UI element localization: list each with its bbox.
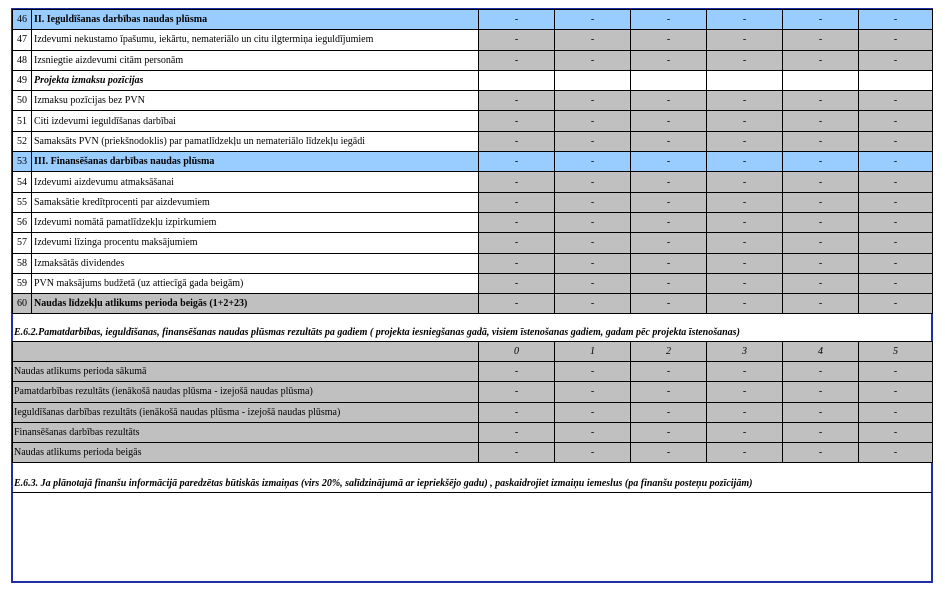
row-number: 47: [13, 30, 32, 50]
year-value-cell[interactable]: -: [479, 172, 555, 192]
year-value-cell[interactable]: -: [707, 91, 783, 111]
year-value-cell[interactable]: -: [631, 212, 707, 232]
year-value-cell[interactable]: -: [859, 111, 933, 131]
year-value-cell[interactable]: -: [859, 442, 933, 462]
row-label: Izdevumi nomātā pamatlīdzekļu izpirkumiem: [32, 212, 479, 232]
year-header: 1: [555, 342, 631, 362]
year-value-cell[interactable]: -: [859, 294, 933, 314]
year-header: 2: [631, 342, 707, 362]
year-header-row: [13, 342, 933, 362]
year-header: 3: [707, 342, 783, 362]
row-label: Naudas līdzekļu atlikums perioda beigās (1+2+23): [32, 294, 479, 314]
year-value-cell[interactable]: -: [555, 233, 631, 253]
year-value-cell[interactable]: -: [783, 422, 859, 442]
year-value-cell[interactable]: -: [479, 382, 555, 402]
year-value-cell[interactable]: -: [479, 91, 555, 111]
year-value-cell[interactable]: -: [479, 10, 555, 30]
year-value-cell[interactable]: -: [479, 152, 555, 172]
year-value-cell[interactable]: -: [707, 111, 783, 131]
row-number: 51: [13, 111, 32, 131]
year-value-cell[interactable]: -: [859, 402, 933, 422]
year-value-cell[interactable]: -: [859, 30, 933, 50]
section-e63-title: E.6.3. Ja plānotajā finanšu informācijā paredzētas būtiskās izmaiņas (virs 20%, salīdzinājumā ar iepriekšējo gadu) , paskaidrojiet izmaiņu iemeslus (pa finanšu posteņu pozīcijām): [14, 478, 753, 489]
year-value-cell[interactable]: [859, 70, 933, 90]
year-value-cell[interactable]: -: [631, 294, 707, 314]
row-label: Izdevumi nekustamo īpašumu, iekārtu, nemateriālo un citu ilgtermiņa ieguldījumiem: [32, 30, 479, 50]
table-row: [13, 362, 933, 382]
year-value-cell[interactable]: -: [479, 442, 555, 462]
year-value-cell[interactable]: -: [479, 131, 555, 151]
row-label: Izdevumi aizdevumu atmaksāšanai: [32, 172, 479, 192]
year-value-cell[interactable]: -: [707, 192, 783, 212]
table-row: [13, 70, 933, 90]
year-header: 4: [783, 342, 859, 362]
year-header: 5: [859, 342, 933, 362]
year-value-cell[interactable]: -: [859, 10, 933, 30]
year-value-cell[interactable]: -: [631, 233, 707, 253]
year-value-cell[interactable]: -: [631, 273, 707, 293]
year-value-cell[interactable]: -: [479, 273, 555, 293]
table-row: [13, 233, 933, 253]
year-value-cell[interactable]: -: [555, 91, 631, 111]
year-value-cell[interactable]: -: [631, 402, 707, 422]
row-number: 57: [13, 233, 32, 253]
year-value-cell[interactable]: -: [479, 294, 555, 314]
year-value-cell[interactable]: -: [707, 402, 783, 422]
table-row: [13, 192, 933, 212]
table-row: [13, 294, 933, 314]
year-value-cell[interactable]: -: [631, 10, 707, 30]
year-value-cell[interactable]: -: [631, 111, 707, 131]
year-value-cell[interactable]: -: [707, 273, 783, 293]
year-value-cell[interactable]: -: [479, 402, 555, 422]
year-value-cell[interactable]: [631, 70, 707, 90]
year-value-cell[interactable]: -: [859, 152, 933, 172]
explanation-text-area[interactable]: [12, 492, 932, 583]
year-header: 0: [479, 342, 555, 362]
year-value-cell[interactable]: -: [555, 172, 631, 192]
year-value-cell[interactable]: -: [631, 131, 707, 151]
table-row: [13, 10, 933, 30]
table-row: [13, 30, 933, 50]
table-row: [13, 131, 933, 151]
year-value-cell[interactable]: -: [555, 382, 631, 402]
row-number: 58: [13, 253, 32, 273]
year-value-cell[interactable]: -: [631, 152, 707, 172]
year-value-cell[interactable]: -: [859, 362, 933, 382]
year-value-cell[interactable]: -: [631, 442, 707, 462]
year-value-cell[interactable]: -: [707, 50, 783, 70]
year-value-cell[interactable]: -: [783, 442, 859, 462]
row-number: 48: [13, 50, 32, 70]
year-value-cell[interactable]: [555, 70, 631, 90]
year-value-cell[interactable]: -: [783, 402, 859, 422]
year-value-cell[interactable]: -: [859, 212, 933, 232]
year-value-cell[interactable]: -: [555, 212, 631, 232]
year-value-cell[interactable]: -: [555, 294, 631, 314]
year-value-cell[interactable]: -: [859, 273, 933, 293]
year-value-cell[interactable]: -: [555, 192, 631, 212]
year-value-cell[interactable]: -: [555, 273, 631, 293]
year-value-cell[interactable]: -: [783, 253, 859, 273]
year-value-cell[interactable]: -: [783, 91, 859, 111]
year-value-cell[interactable]: -: [631, 50, 707, 70]
row-label: PVN maksājums budžetā (uz attiecīgā gada beigām): [32, 273, 479, 293]
year-value-cell[interactable]: -: [479, 111, 555, 131]
row-number: 60: [13, 294, 32, 314]
table-row: [13, 172, 933, 192]
year-value-cell[interactable]: -: [859, 233, 933, 253]
year-value-cell[interactable]: -: [783, 152, 859, 172]
row-number: 46: [13, 10, 32, 30]
row-label: Ieguldīšanas darbības rezultāts (ienākošā naudas plūsma - izejošā naudas plūsma): [13, 402, 479, 422]
year-value-cell[interactable]: -: [859, 382, 933, 402]
year-value-cell[interactable]: -: [631, 91, 707, 111]
row-label: Izdevumi līzinga procentu maksājumiem: [32, 233, 479, 253]
row-label: Samaksātie kredītprocenti par aizdevumiem: [32, 192, 479, 212]
year-value-cell[interactable]: -: [783, 294, 859, 314]
row-label: Pamatdarbības rezultāts (ienākošā naudas plūsma - izejošā naudas plūsma): [13, 382, 479, 402]
year-value-cell[interactable]: -: [479, 192, 555, 212]
row-label: Projekta izmaksu pozīcijas: [32, 70, 479, 90]
year-value-cell[interactable]: -: [707, 362, 783, 382]
year-value-cell[interactable]: -: [783, 10, 859, 30]
year-value-cell[interactable]: -: [783, 212, 859, 232]
year-value-cell[interactable]: -: [479, 253, 555, 273]
year-value-cell[interactable]: -: [555, 152, 631, 172]
row-label: Izsniegtie aizdevumi citām personām: [32, 50, 479, 70]
year-value-cell[interactable]: -: [555, 362, 631, 382]
year-value-cell[interactable]: -: [479, 422, 555, 442]
row-number: 55: [13, 192, 32, 212]
year-value-cell[interactable]: -: [631, 253, 707, 273]
year-value-cell[interactable]: -: [783, 50, 859, 70]
year-value-cell[interactable]: -: [783, 172, 859, 192]
year-value-cell[interactable]: -: [783, 111, 859, 131]
year-value-cell[interactable]: -: [783, 30, 859, 50]
year-value-cell[interactable]: -: [783, 192, 859, 212]
year-value-cell[interactable]: -: [707, 294, 783, 314]
table-row: [13, 50, 933, 70]
year-value-cell[interactable]: -: [859, 172, 933, 192]
year-value-cell[interactable]: -: [707, 442, 783, 462]
year-value-cell[interactable]: [479, 70, 555, 90]
table-row: [13, 402, 933, 422]
year-value-cell[interactable]: -: [479, 362, 555, 382]
year-value-cell[interactable]: -: [783, 233, 859, 253]
year-value-cell[interactable]: -: [859, 192, 933, 212]
row-label: III. Finansēšanas darbības naudas plūsma: [32, 152, 479, 172]
row-label: Citi izdevumi ieguldīšanas darbībai: [32, 111, 479, 131]
table-row: [13, 382, 933, 402]
year-value-cell[interactable]: -: [479, 30, 555, 50]
section-e62-title: E.6.2.Pamatdarbības, ieguldīšanas, finansēšanas naudas plūsmas rezultāts pa gadiem ( projekta iesniegšanas gadā, visiem īstenošanas gadiem, gadam pēc projekta īstenošanas): [14, 327, 740, 338]
year-value-cell[interactable]: -: [555, 402, 631, 422]
year-value-cell[interactable]: -: [707, 233, 783, 253]
year-value-cell[interactable]: -: [707, 30, 783, 50]
year-value-cell[interactable]: -: [555, 111, 631, 131]
year-value-cell[interactable]: -: [707, 212, 783, 232]
year-value-cell[interactable]: -: [859, 422, 933, 442]
year-value-cell[interactable]: -: [631, 192, 707, 212]
row-label: Izmaksu pozīcijas bez PVN: [32, 91, 479, 111]
header-empty-cell: [13, 342, 479, 362]
year-value-cell[interactable]: -: [479, 212, 555, 232]
year-value-cell[interactable]: -: [555, 422, 631, 442]
row-number: 54: [13, 172, 32, 192]
year-value-cell[interactable]: [783, 70, 859, 90]
year-value-cell[interactable]: -: [859, 253, 933, 273]
year-value-cell[interactable]: -: [631, 30, 707, 50]
year-value-cell[interactable]: -: [783, 131, 859, 151]
table-row: [13, 253, 933, 273]
year-value-cell[interactable]: -: [783, 273, 859, 293]
results-by-year-table: [12, 341, 933, 463]
year-value-cell[interactable]: -: [859, 50, 933, 70]
year-value-cell[interactable]: -: [707, 172, 783, 192]
year-value-cell[interactable]: -: [707, 253, 783, 273]
year-value-cell[interactable]: -: [555, 10, 631, 30]
row-label: Naudas atlikums perioda beigās: [13, 442, 479, 462]
table-row: [13, 422, 933, 442]
row-number: 49: [13, 70, 32, 90]
row-number: 56: [13, 212, 32, 232]
row-label: Naudas atlikums perioda sākumā: [13, 362, 479, 382]
year-value-cell[interactable]: -: [479, 50, 555, 70]
year-value-cell[interactable]: -: [783, 382, 859, 402]
year-value-cell[interactable]: -: [631, 362, 707, 382]
row-label: Samaksāts PVN (priekšnodoklis) par pamatlīdzekļu un nemateriālo līdzekļu iegādi: [32, 131, 479, 151]
year-value-cell[interactable]: -: [631, 172, 707, 192]
year-value-cell[interactable]: -: [479, 233, 555, 253]
row-number: 52: [13, 131, 32, 151]
table-row: [13, 212, 933, 232]
year-value-cell[interactable]: -: [631, 422, 707, 442]
year-value-cell[interactable]: -: [555, 131, 631, 151]
year-value-cell[interactable]: -: [555, 442, 631, 462]
year-value-cell[interactable]: -: [555, 253, 631, 273]
year-value-cell[interactable]: -: [707, 382, 783, 402]
year-value-cell[interactable]: -: [783, 362, 859, 382]
year-value-cell[interactable]: -: [555, 50, 631, 70]
table-row: [13, 152, 933, 172]
row-label: Izmaksātās dividendes: [32, 253, 479, 273]
year-value-cell[interactable]: -: [707, 422, 783, 442]
table-row: [13, 442, 933, 462]
table-row: [13, 111, 933, 131]
year-value-cell[interactable]: [707, 70, 783, 90]
row-number: 59: [13, 273, 32, 293]
row-number: 53: [13, 152, 32, 172]
table-row: [13, 91, 933, 111]
year-value-cell[interactable]: -: [707, 152, 783, 172]
cash-flow-table: [12, 9, 933, 314]
year-value-cell[interactable]: -: [631, 382, 707, 402]
year-value-cell[interactable]: -: [859, 131, 933, 151]
year-value-cell[interactable]: -: [859, 91, 933, 111]
row-number: 50: [13, 91, 32, 111]
year-value-cell[interactable]: -: [555, 30, 631, 50]
year-value-cell[interactable]: -: [707, 131, 783, 151]
row-label: Finansēšanas darbības rezultāts: [13, 422, 479, 442]
table-row: [13, 273, 933, 293]
row-label: II. Ieguldīšanas darbības naudas plūsma: [32, 10, 479, 30]
year-value-cell[interactable]: -: [707, 10, 783, 30]
